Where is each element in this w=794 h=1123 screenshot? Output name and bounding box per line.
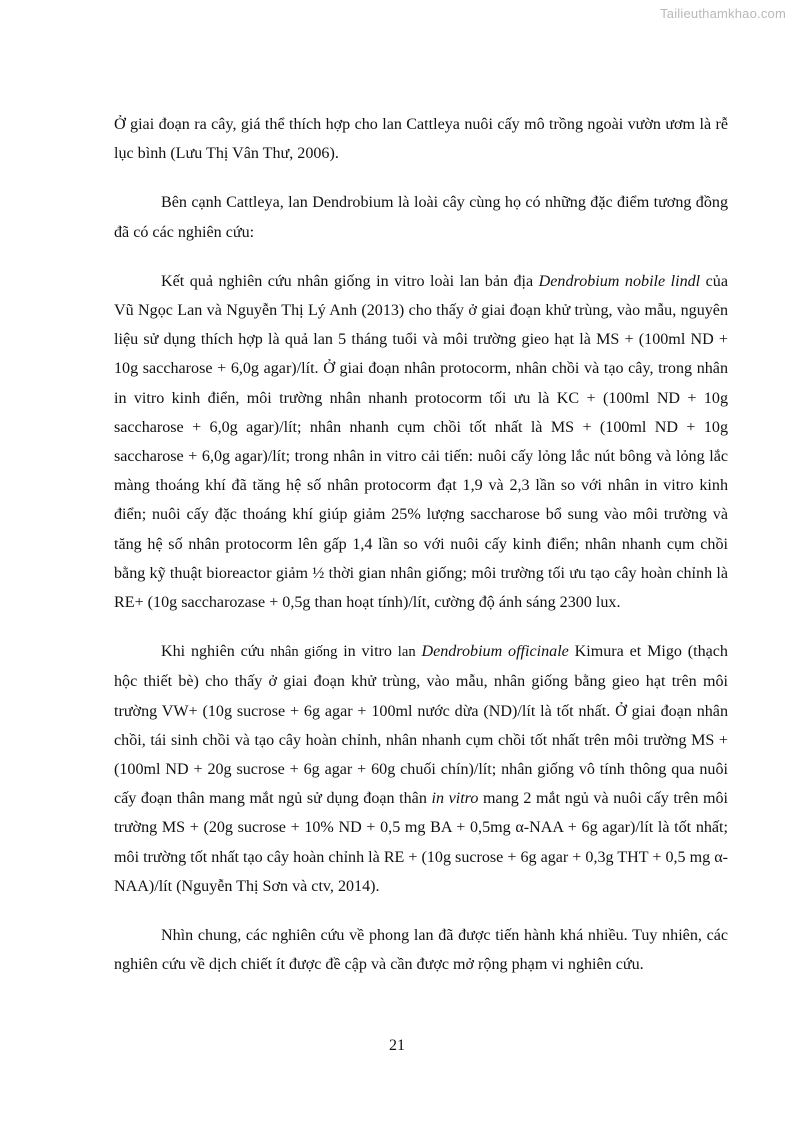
page-number: 21 — [389, 1037, 405, 1054]
paragraph-4 — [114, 637, 728, 901]
paragraph-4-text-c: Kimura et Migo (thạch hộc thiết bè) cho thấy ở giai đoạn khử trùng, vào mẫu, nhân giống bằng gieo hạt trên môi trường VW+ (10g sucrose + 6g agar + 100ml nước dừa (ND)/lít là tốt nhất. Ở giai đoạn nhân chồi, tái sinh chồi và tạo cây hoàn chỉnh, nhân nhanh cụm chồi tốt nhất trên môi trường MS + (100ml ND + 20g sucrose + 6g agar + 60g chuối chín)/lít; nhân giống vô tính thông qua nuôi cấy đoạn thân mang mắt ngủ sử dụng đoạn thân — [114, 643, 728, 808]
paragraph-1: Ở giai đoạn ra cây, giá thể thích hợp cho lan Cattleya nuôi cấy mô trồng ngoài vườn ươm là rễ lục bình (Lưu Thị Vân Thư, 2006). — [114, 116, 728, 163]
paragraph-4-text-a: Khi nghiên cứu — [161, 643, 271, 661]
paragraph-3 — [114, 267, 728, 617]
species-name-dendrobium-nobile: Dendrobium nobile lindl — [538, 272, 701, 290]
document-body — [114, 110, 728, 999]
paragraph-5: Nhìn chung, các nghiên cứu về phong lan đã được tiến hành khá nhiều. Tuy nhiên, các nghiên cứu về dịch chiết ít được đề cập và cần được mở rộng phạm vi nghiên cứu. — [114, 927, 728, 974]
species-name-dendrobium-officinale: Dendrobium officinale — [421, 643, 569, 661]
paragraph-4-text-d: mang 2 mắt ngủ và nuôi cấy trên môi trường MS + (20g sucrose + 10% ND + 0,5 mg BA + 0,5mg α-NAA + 6g agar)/lít là tốt nhất; môi trường tốt nhất tạo cây hoàn chỉnh là RE + (10g sucrose + 6g agar + 0,3g THT + 0,5 mg α-NAA)/lít (Nguyễn Thị Sơn và ctv, 2014). — [114, 790, 729, 895]
paragraph-3-text-a: Kết quả nghiên cứu nhân giống in vitro loài lan bản địa — [161, 272, 539, 290]
in-vitro-italic: in vitro — [431, 790, 479, 808]
paragraph-3-text-b: của Vũ Ngọc Lan và Nguyễn Thị Lý Anh (2013) cho thấy ở giai đoạn khử trùng, vào mẫu, nguyên liệu sử dụng thích hợp là quả lan 5 tháng tuổi và môi trường gieo hạt là MS + (100ml ND + 10g saccharose + 6,0g agar)/lít. Ở giai đoạn nhân protocorm, nhân chồi và tạo cây, trong nhân in vitro kinh điển, môi trường nhân nhanh protocorm tối ưu là KC + (100ml ND + 10g saccharose + 6,0g agar)/lít; nhân nhanh cụm chồi tốt nhất là MS + (100ml ND + 10g saccharose + 6,0g agar)/lít; trong nhân in vitro cải tiến: nuôi cấy lỏng lắc nút bông và lỏng lắc màng thoáng khí đã tăng hệ số nhân protocorm đạt 1,9 và 2,3 lần so với nhân in vitro kinh điển; nuôi cấy đặc thoáng khí giúp giảm 25% lượng saccharose bổ sung vào môi trường và tăng hệ số nhân protocorm lên gấp 1,4 lần so với nuôi cấy kinh điển; nhân nhanh cụm chồi bằng kỹ thuật bioreactor giảm ½ thời gian nhân giống; môi trường tối ưu tạo cây hoàn chỉnh là RE+ (10g saccharozase + 0,5g than hoạt tính)/lít, cường độ ánh sáng 2300 lux. — [114, 272, 728, 612]
paragraph-4-text-b: in vitro — [337, 643, 398, 661]
paragraph-2: Bên cạnh Cattleya, lan Dendrobium là loài cây cùng họ có những đặc điểm tương đồng đã có các nghiên cứu: — [114, 194, 728, 241]
paragraph-4-small-b: lan — [397, 644, 416, 661]
paragraph-4-small-a: nhân giống — [270, 644, 338, 661]
watermark: Tailieuthamkhao.com — [660, 6, 786, 21]
